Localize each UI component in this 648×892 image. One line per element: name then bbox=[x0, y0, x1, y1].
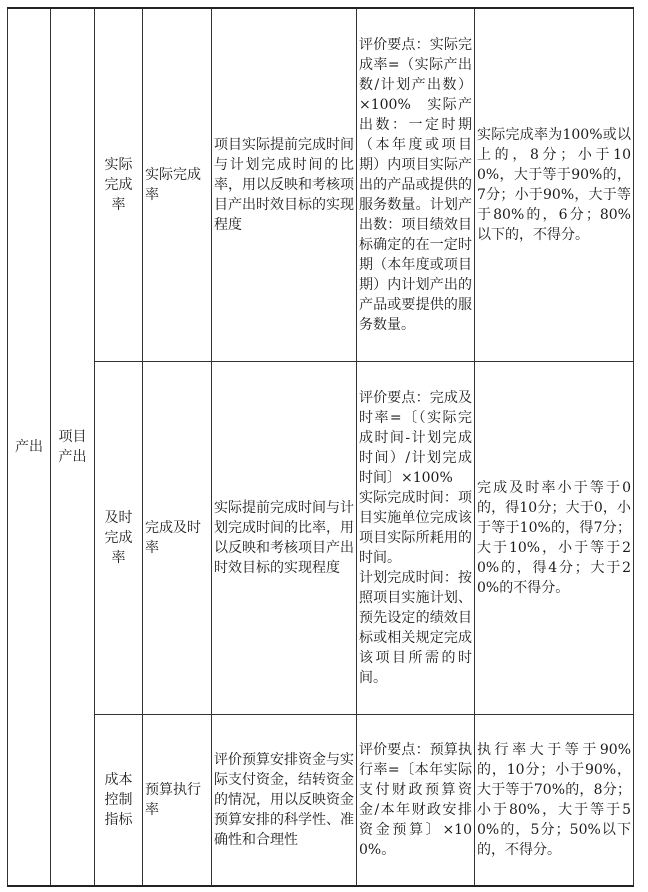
scoring-cell: 完成及时率小于等于0的，得10分；大于0，小于等于10%的，得7分；大于10%，小于等于20%的，得4分；大于20%的不得分。 bbox=[475, 361, 634, 714]
formula-cell: 评价要点：预算执行率=〔本年实际支付财政预算资金/本年财政安排资金预算〕×100%。 bbox=[357, 714, 475, 886]
indicator-cell: 预算执行 率 bbox=[143, 714, 212, 886]
level3-cell: 及时 完成 率 bbox=[95, 361, 143, 714]
indicator-cell: 实际完成 率 bbox=[143, 8, 212, 361]
level2-cell: 项目 产出 bbox=[51, 8, 95, 886]
description-cell: 项目实际提前完成时间与计划完成时间的比率，用以反映和考核项目产出时效目标的实现程度 bbox=[212, 8, 357, 361]
level1-cell: 产出 bbox=[8, 8, 51, 886]
scoring-cell: 实际完成率为100%或以上的，8分；小于100%，大于等于90%的，7分；小于90%，大于等于80%的，6分；80%以下的，不得分。 bbox=[475, 8, 634, 361]
level3-cell: 实际 完成 率 bbox=[95, 8, 143, 361]
scoring-cell: 执行率大于等于90%的，10分；小于90%，大于等于70%的，8分；小于80%，大于等于50%的，5分；50%以下的，不得分。 bbox=[475, 714, 634, 886]
table-row bbox=[8, 8, 634, 361]
description-cell: 实际提前完成时间与计划完成时间的比率，用以反映和考核项目产出时效目标的实现程度 bbox=[212, 361, 357, 714]
formula-cell: 评价要点：完成及时率=〔（实际完成时间-计划完成时间）/计划完成时间〕×100% 实际完成时间：项目实施单位完成该项目实际所耗用的时间。 计划完成时间：按照项目实施计划、预先设定的绩效目标或相关规定完成该项目所需的时间。 bbox=[357, 361, 475, 714]
table-row bbox=[8, 714, 634, 886]
evaluation-indicator-table bbox=[7, 7, 634, 887]
table-row bbox=[8, 361, 634, 714]
level3-cell: 成本 控制 指标 bbox=[95, 714, 143, 886]
formula-cell: 评价要点：实际完成率=（实际产出数/计划产出数）×100% 实际产出数：一定时期（本年度或项目期）内项目实际产出的产品或提供的服务数量。计划产出数：项目绩效目标确定的在一定时期（本年度或项目期）内计划产出的产品或要提供的服务数量。 bbox=[357, 8, 475, 361]
indicator-cell: 完成及时 率 bbox=[143, 361, 212, 714]
description-cell: 评价预算安排资金与实际支付资金，结转资金的情况，用以反映资金预算安排的科学性、准确性和合理性 bbox=[212, 714, 357, 886]
